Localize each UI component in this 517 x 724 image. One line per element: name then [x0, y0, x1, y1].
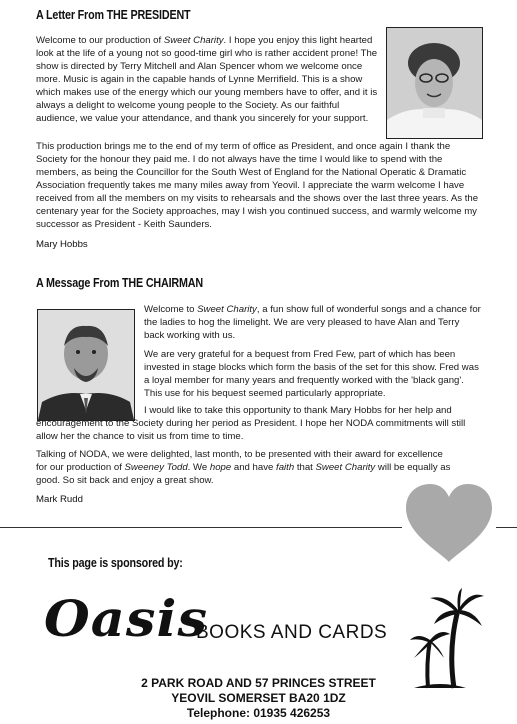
sponsor-address [0, 676, 517, 721]
chairman-paragraph-1: Welcome to Sweet Charity, a fun show full of wonderful songs and a chance for the ladies to hog the limelight. We are very pleased to have Alan and Terry back working with us. [144, 304, 481, 341]
president-portrait-image [387, 28, 482, 138]
chairman-signature: Mark Rudd [36, 494, 83, 505]
sponsor-heading: This page is sponsored by: [48, 556, 183, 570]
chairman-paragraph-4: Talking of NODA, we were delighted, last month, to be presented with their award for excellence for our production of Sweeney Todd. We hope and have faith that Sweet Charity will be equally as good. So sit back and enjoy a great show. [36, 449, 451, 486]
address-line-2: YEOVIL SOMERSET BA20 1DZ [171, 691, 346, 705]
oasis-tagline: BOOKS AND CARDS [196, 622, 388, 643]
chairman-heading: A Message From THE CHAIRMAN [36, 276, 203, 290]
palm-tree-icon [410, 588, 486, 690]
president-paragraph-1: Welcome to our production of Sweet Charity. I hope you enjoy this light hearted look at the life of a young not so good-time girl who is rather accident prone! The show is directed by Terry Mitchell and Alan Spencer whom we welcome once more. Music is again in the capable hands of Lynne Merrifield. This is a show which makes use of the energy which our young members have to offer, and it is always a delight to welcome young people to the Society. As our faithful audience, we value your attendance, and thank you sincerely for your support. [36, 35, 378, 124]
section-divider-right [496, 527, 517, 528]
president-heading: A Letter From THE PRESIDENT [36, 8, 191, 22]
sponsor-phone: Telephone: 01935 426253 [186, 706, 331, 720]
address-line-1: 2 PARK ROAD AND 57 PRINCES STREET [141, 676, 376, 690]
section-divider [0, 527, 402, 528]
chairman-paragraph-3: I would like to take this opportunity to thank Mary Hobbs for her help and encouragement to the Society during her period as President. I hope her NODA commitments will still allow her the chance to visit us from time to time. [36, 405, 466, 442]
oasis-logo: Oasis [44, 589, 209, 648]
president-paragraph-2: This production brings me to the end of my term of office as President, and once again I thank the Society for the honour they paid me. I do not always have the time I would like to spend with the members, as being the Councillor for the South West of England for the National Operatic & Dramatic Association frequently takes me many miles away from Yeovil. I appreciate the warm welcome I have received from all the members on my visits to rehearsals and the shows over the last three years. As the centenary year for the Society approaches, may I wish you continued success, and warmly welcome my successor as President - Keith Saunders. [36, 141, 479, 230]
president-signature: Mary Hobbs [36, 239, 88, 250]
heart-icon [404, 482, 494, 564]
chairman-paragraph-2: We are very grateful for a bequest from Fred Few, part of which has been invested in stage blocks which form the basis of the set for this show. Fred was a loyal member for many years and frequently worked with the 'black gang'. This use for his bequest seemed particularly appropriate. [144, 349, 479, 399]
president-photo [386, 27, 483, 139]
